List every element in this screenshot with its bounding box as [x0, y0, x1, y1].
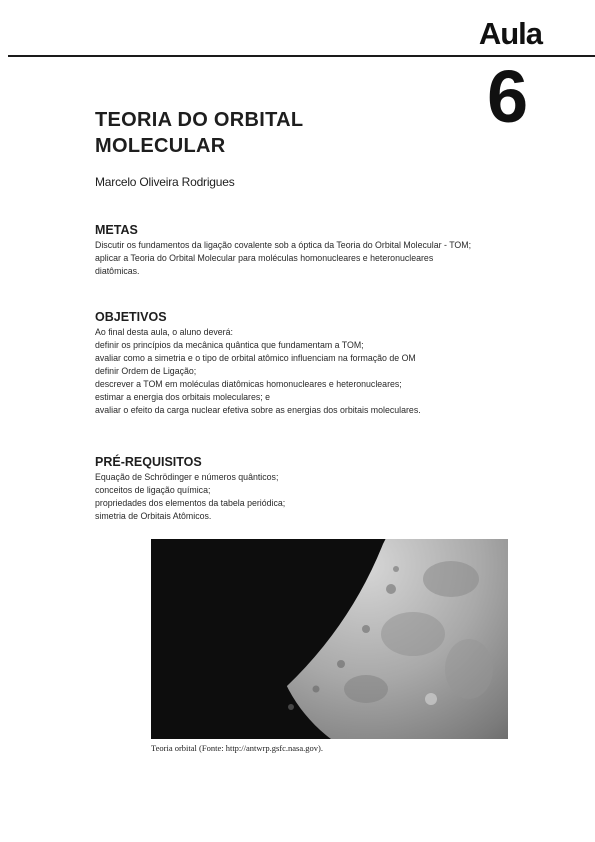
moon-image: [151, 539, 508, 739]
page-title: [95, 107, 395, 159]
metas-section: [95, 223, 545, 278]
objetivos-section: [95, 310, 545, 417]
objetivos-line: avaliar como a simetria e o tipo de orbital atômico influenciam na formação de OM: [95, 353, 416, 363]
objetivos-line: descrever a TOM em moléculas diatômicas homonucleares e heteronucleares;: [95, 379, 402, 389]
prerequisitos-line: simetria de Orbitais Atômicos.: [95, 511, 212, 521]
objetivos-line: definir os princípios da mecânica quântica que fundamentam a TOM;: [95, 340, 364, 350]
prerequisitos-line: Equação de Schrödinger e números quânticos;: [95, 472, 279, 482]
metas-line: diatômicas.: [95, 266, 140, 276]
figure-caption: Teoria orbital (Fonte: http://antwrp.gsfc.nasa.gov).: [151, 743, 323, 753]
metas-line: aplicar a Teoria do Orbital Molecular para moléculas homonucleares e heteronucleares: [95, 253, 434, 263]
objetivos-line: estimar a energia dos orbitais moleculares; e: [95, 392, 271, 402]
prerequisitos-heading: PRÉ-REQUISITOS: [95, 455, 202, 469]
moon-photo: [151, 539, 508, 739]
metas-line: Discutir os fundamentos da ligação covalente sob a óptica da Teoria do Orbital Molecular - TOM;: [95, 240, 472, 250]
prerequisitos-line: conceitos de ligação química;: [95, 485, 211, 495]
metas-heading: METAS: [95, 223, 138, 237]
lesson-number: 6: [487, 55, 529, 138]
objetivos-line: Ao final desta aula, o aluno deverá:: [95, 327, 233, 337]
prerequisitos-section: [95, 455, 545, 523]
title-line-1: TEORIA DO ORBITAL: [95, 109, 304, 131]
lesson-label: Aula: [478, 16, 542, 51]
objetivos-heading: OBJETIVOS: [95, 310, 167, 324]
author-name: Marcelo Oliveira Rodrigues: [95, 175, 235, 189]
title-line-2: MOLECULAR: [95, 135, 226, 157]
objetivos-line: definir Ordem de Ligação;: [95, 366, 197, 376]
objetivos-line: avaliar o efeito da carga nuclear efetiva sobre as energias dos orbitais moleculares.: [95, 405, 421, 415]
prerequisitos-line: propriedades dos elementos da tabela periódica;: [95, 498, 286, 508]
